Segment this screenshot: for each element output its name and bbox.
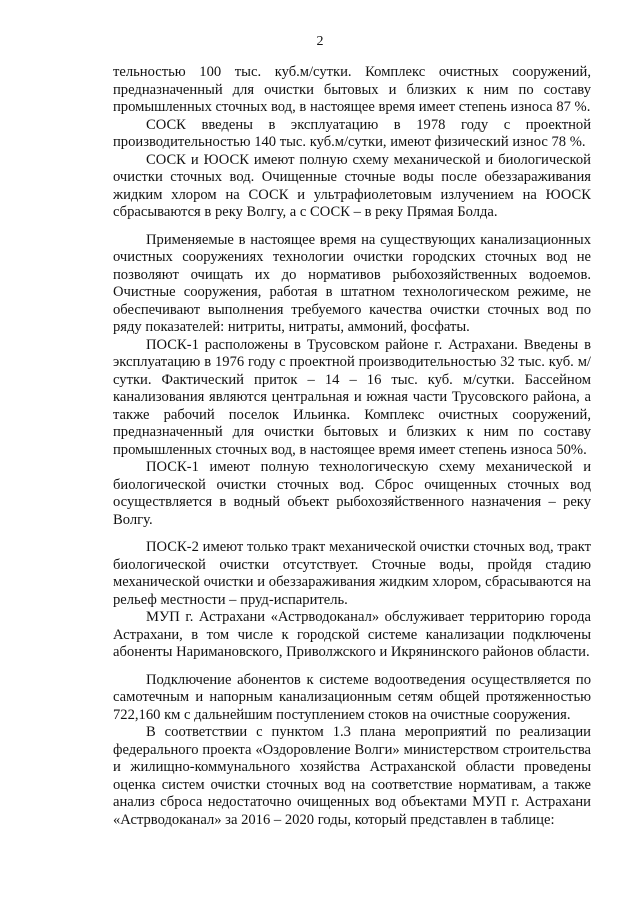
paragraph: СОСК и ЮОСК имеют полную схему механической и биологической очистки сточных вод. Очищенные сточные воды после обеззараживания жидким хлором на СОСК и ультрафиолетовым излучением на ЮОСК сбрасываются в реку Волгу, а с СОСК – в реку Прямая Болда.	[113, 151, 591, 220]
paragraph: ПОСК-1 расположены в Трусовском районе г. Астрахани. Введены в эксплуатацию в 1976 году с проектной производительностью 32 тыс. куб. м/сутки. Фактический приток – 14 – 16 тыс. куб. м/сутки. Бассейном канализования являются центральная и южная части Трусовского района, а также рабочий поселок Ильинка. Комплекс очистных сооружений, предназначенный для очистки бытовых и близких к ним по составу промышленных сточных вод, в настоящее время имеет степень износа 50%.	[113, 336, 591, 458]
paragraph: В соответствии с пунктом 1.3 плана мероприятий по реализации федерального проекта «Оздоровление Волги» министерством строительства и жилищно-коммунального хозяйства Астраханской области проведены оценка систем очистки сточных вод на соответствие нормативам, а также анализ сброса недостаточно очищенных вод объектами МУП г. Астрахани «Астрводоканал» за 2016 – 2020 годы, который представлен в таблице:	[113, 724, 591, 828]
paragraph: ПОСК-1 имеют полную технологическую схему механической и биологической очистки сточных вод. Сброс очищенных сточных вод осуществляется в водный объект рыбохозяйственного назначения – реку Волгу.	[113, 459, 591, 528]
body-text	[113, 64, 591, 829]
paragraph: СОСК введены в эксплуатацию в 1978 году с проектной производительностью 140 тыс. куб.м/сутки, имеют физический износ 78 %.	[113, 116, 591, 150]
paragraph: Применяемые в настоящее время на существующих канализационных очистных сооружениях технологии очистки городских сточных вод не позволяют очищать их до нормативов рыбохозяйственных водоемов. Очистные сооружения, работая в штатном технологическом режиме, не обеспечивают выполнения требуемого качества очистки сточных вод по ряду показателей: нитриты, нитраты, аммоний, фосфаты.	[113, 231, 591, 335]
paragraph: ПОСК-2 имеют только тракт механической очистки сточных вод, тракт биологической очистки отсутствует. Сточные воды, пройдя стадию механической очистки и обеззараживания жидким хлором, сбрасываются на рельеф местности – пруд-испаритель.	[113, 539, 591, 608]
page-number: 2	[316, 34, 324, 49]
paragraph: тельностью 100 тыс. куб.м/сутки. Комплекс очистных сооружений, предназначенный для очистки бытовых и близких к ним по составу промышленных сточных вод, в настоящее время имеет степень износа 87 %.	[113, 64, 591, 115]
paragraph: МУП г. Астрахани «Астрводоканал» обслуживает территорию города Астрахани, в том числе к городской системе канализации подключены абоненты Наримановского, Приволжского и Икрянинского районов области.	[113, 609, 591, 660]
paragraph: Подключение абонентов к системе водоотведения осуществляется по самотечным и напорным канализационным сетям общей протяженностью 722,160 км с дальнейшим поступлением стоков на очистные сооружения.	[113, 671, 591, 723]
